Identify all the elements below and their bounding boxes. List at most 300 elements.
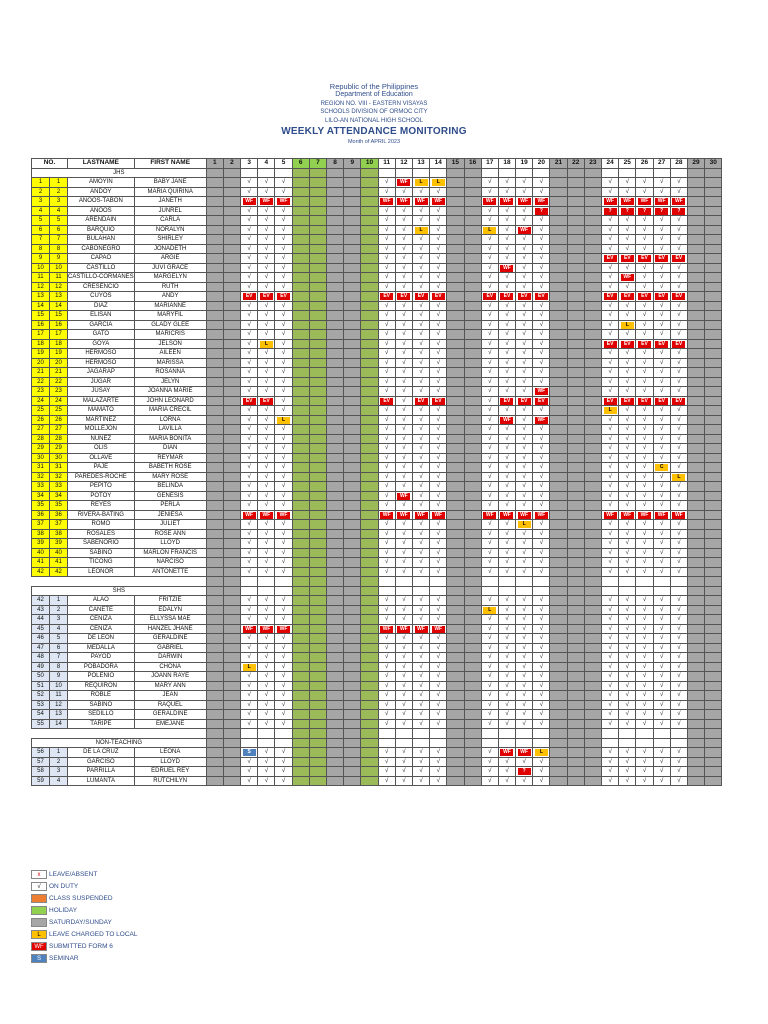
firstname-cell: LLOYD [134, 539, 206, 549]
day-cell: √ [636, 463, 653, 473]
day-cell [567, 235, 584, 245]
day-cell [498, 577, 515, 587]
day-cell: √ [533, 178, 550, 188]
day-cell: √ [378, 529, 395, 539]
day-cell: √ [498, 187, 515, 197]
day-cell [447, 330, 464, 340]
col-lastname: LASTNAME [68, 159, 135, 169]
mark-WF: WF [397, 512, 410, 519]
day-cell [258, 577, 275, 587]
day-cell: √ [516, 330, 533, 340]
lastname-cell: ARENDAIN [68, 216, 135, 226]
table-row [32, 244, 722, 254]
day-cell [344, 748, 361, 758]
day-cell: √ [498, 596, 515, 606]
day-cell [636, 254, 653, 264]
day-cell [584, 710, 601, 720]
lastname-cell: DE LA CRUZ [68, 748, 135, 758]
day-cell [447, 368, 464, 378]
day-cell [481, 605, 498, 615]
day-cell [687, 567, 704, 577]
day-cell: √ [533, 349, 550, 359]
day-cell [206, 548, 223, 558]
day-cell: √ [516, 776, 533, 786]
day-cell [275, 197, 292, 207]
day-cell [223, 254, 240, 264]
day-cell [481, 168, 498, 178]
day-cell [430, 396, 447, 406]
day-cell [447, 615, 464, 625]
day-cell [533, 292, 550, 302]
day-cell: √ [533, 339, 550, 349]
day-cell [309, 244, 326, 254]
row-section-number: 2 [50, 605, 68, 615]
day-cell [344, 358, 361, 368]
day-cell: √ [430, 320, 447, 330]
day-cell: √ [378, 653, 395, 663]
day-cell [206, 216, 223, 226]
day-cell [687, 282, 704, 292]
day-cell [602, 577, 619, 587]
day-cell [447, 710, 464, 720]
day-cell [687, 168, 704, 178]
day-cell [584, 776, 601, 786]
day-cell [636, 168, 653, 178]
day-cell: √ [516, 605, 533, 615]
day-cell: √ [619, 615, 636, 625]
row-number: 49 [32, 662, 50, 672]
day-cell [464, 187, 481, 197]
row-section-number: 29 [50, 444, 68, 454]
day-cell: √ [378, 710, 395, 720]
row-section-number: 17 [50, 330, 68, 340]
day-cell: √ [481, 216, 498, 226]
day-cell: √ [258, 406, 275, 416]
day-cell: √ [395, 767, 412, 777]
day-cell: √ [636, 216, 653, 226]
row-number: 52 [32, 691, 50, 701]
day-cell [636, 729, 653, 739]
day-cell [567, 453, 584, 463]
day-cell [327, 501, 344, 511]
day-cell [705, 415, 722, 425]
lastname-cell: POBADORA [68, 662, 135, 672]
day-cell [344, 168, 361, 178]
day-cell: √ [258, 434, 275, 444]
table-row [32, 748, 722, 758]
day-cell [687, 776, 704, 786]
row-section-number: 3 [50, 197, 68, 207]
day-cell [327, 757, 344, 767]
day-cell [584, 415, 601, 425]
day-cell: √ [619, 415, 636, 425]
day-cell [344, 349, 361, 359]
day-cell [584, 434, 601, 444]
day-cell: √ [430, 225, 447, 235]
day-cell: √ [275, 520, 292, 530]
day-cell [275, 738, 292, 748]
day-cell [206, 339, 223, 349]
day-cell: √ [258, 710, 275, 720]
day-cell: √ [430, 643, 447, 653]
row-section-number: 6 [50, 643, 68, 653]
mark-WF: WF [432, 198, 445, 205]
day-cell [533, 206, 550, 216]
day-cell: √ [516, 463, 533, 473]
day-cell: √ [258, 634, 275, 644]
day-cell [687, 681, 704, 691]
day-cell: √ [516, 548, 533, 558]
day-cell [567, 368, 584, 378]
day-cell: √ [516, 254, 533, 264]
day-cell: √ [653, 662, 670, 672]
day-cell [344, 729, 361, 739]
day-cell [327, 425, 344, 435]
day-cell [567, 168, 584, 178]
day-cell [361, 225, 378, 235]
day-cell: √ [378, 282, 395, 292]
day-cell: √ [619, 444, 636, 454]
day-cell: √ [619, 263, 636, 273]
day-cell [705, 387, 722, 397]
mark-WF: WF [638, 198, 651, 205]
firstname-cell: EMEJANE [134, 719, 206, 729]
day-cell [687, 558, 704, 568]
day-cell [206, 672, 223, 682]
day-cell [516, 292, 533, 302]
day-cell: √ [653, 377, 670, 387]
day-cell [687, 301, 704, 311]
day-cell: √ [412, 558, 429, 568]
day-cell: √ [636, 501, 653, 511]
day-cell: √ [498, 406, 515, 416]
day-cell [705, 463, 722, 473]
header-region: REGION NO. VIII - EASTERN VISAYAS [320, 100, 428, 107]
day-cell [206, 520, 223, 530]
day-cell: √ [395, 539, 412, 549]
day-cell: √ [412, 282, 429, 292]
legend-item [31, 868, 138, 880]
day-cell [309, 453, 326, 463]
day-cell: √ [481, 282, 498, 292]
day-cell: √ [481, 254, 498, 264]
day-cell: √ [533, 691, 550, 701]
day-cell [292, 577, 309, 587]
row-section-number: 27 [50, 425, 68, 435]
lastname-cell: ROMO [68, 520, 135, 530]
day-cell: √ [395, 453, 412, 463]
lastname-cell: TICONG [68, 558, 135, 568]
firstname-cell: MARGELYN [134, 273, 206, 283]
day-cell [687, 596, 704, 606]
day-cell [481, 577, 498, 587]
day-cell [327, 330, 344, 340]
day-cell [327, 615, 344, 625]
mark-WF: WF [535, 388, 548, 395]
firstname-cell: MARY ROSE [134, 472, 206, 482]
day-cell [344, 539, 361, 549]
day-cell [584, 482, 601, 492]
firstname-cell: MARYFIL [134, 311, 206, 321]
day-cell [447, 282, 464, 292]
mark-EV: EV [397, 293, 410, 300]
day-cell [447, 168, 464, 178]
day-cell [223, 624, 240, 634]
table-row [32, 187, 722, 197]
day-cell [653, 168, 670, 178]
lastname-cell: NUNEZ [68, 434, 135, 444]
day-cell [447, 757, 464, 767]
firstname-cell: LLOYD [134, 757, 206, 767]
day-cell: √ [636, 710, 653, 720]
day-cell [447, 453, 464, 463]
day-cell: √ [602, 710, 619, 720]
day-cell [223, 548, 240, 558]
day-cell [412, 396, 429, 406]
day-cell [705, 273, 722, 283]
lastname-cell: ROSALES [68, 529, 135, 539]
day-cell [464, 178, 481, 188]
day-cell: √ [602, 235, 619, 245]
table-row [32, 311, 722, 321]
day-cell [464, 757, 481, 767]
day-cell: √ [636, 662, 653, 672]
row-number: 18 [32, 339, 50, 349]
row-section-number: 23 [50, 387, 68, 397]
day-cell: √ [481, 757, 498, 767]
day-cell: √ [636, 767, 653, 777]
day-cell [292, 672, 309, 682]
day-cell [309, 643, 326, 653]
day-cell [223, 301, 240, 311]
day-cell: √ [498, 339, 515, 349]
day-cell [309, 368, 326, 378]
day-cell: √ [602, 301, 619, 311]
mark-L: L [483, 607, 496, 614]
day-cell [550, 767, 567, 777]
day-cell [275, 510, 292, 520]
day-cell [533, 415, 550, 425]
day-cell: √ [533, 301, 550, 311]
lastname-cell: AMOYIN [68, 178, 135, 188]
day-cell [309, 444, 326, 454]
firstname-cell: MARIA QUIRINA [134, 187, 206, 197]
mark-EV: EV [500, 293, 513, 300]
row-number: 58 [32, 767, 50, 777]
day-cell: √ [516, 653, 533, 663]
day-cell [447, 634, 464, 644]
day-cell [361, 235, 378, 245]
day-cell: √ [602, 453, 619, 463]
day-cell [223, 729, 240, 739]
section-spacer-row [32, 577, 722, 587]
day-cell [550, 453, 567, 463]
day-cell [344, 681, 361, 691]
day-cell [275, 415, 292, 425]
table-row [32, 662, 722, 672]
lastname-cell: CRESENCIO [68, 282, 135, 292]
firstname-cell: GENESIS [134, 491, 206, 501]
day-cell: √ [636, 491, 653, 501]
day-cell [292, 406, 309, 416]
day-cell [309, 339, 326, 349]
day-cell [206, 263, 223, 273]
day-cell [223, 520, 240, 530]
day-cell [378, 197, 395, 207]
day-cell: √ [395, 406, 412, 416]
table-row [32, 548, 722, 558]
day-cell [584, 301, 601, 311]
day-cell [550, 757, 567, 767]
day-cell [258, 197, 275, 207]
day-header-25: 25 [619, 159, 636, 169]
lastname-cell: BULAHAN [68, 235, 135, 245]
mark-WF: WF [483, 512, 496, 519]
day-cell [464, 377, 481, 387]
day-cell [275, 624, 292, 634]
day-cell [309, 624, 326, 634]
day-cell: √ [670, 415, 687, 425]
lastname-cell: GARCISO [68, 757, 135, 767]
day-cell [516, 510, 533, 520]
lastname-cell: PAREDES-ROCHE [68, 472, 135, 482]
firstname-cell: JULIET [134, 520, 206, 530]
day-cell: √ [378, 178, 395, 188]
table-row [32, 776, 722, 786]
day-cell [361, 197, 378, 207]
day-cell [206, 681, 223, 691]
day-cell: √ [670, 368, 687, 378]
day-cell: √ [481, 301, 498, 311]
day-cell [567, 767, 584, 777]
day-cell: √ [533, 491, 550, 501]
day-cell [447, 577, 464, 587]
day-cell: √ [412, 529, 429, 539]
day-cell: √ [498, 700, 515, 710]
row-number: 24 [32, 396, 50, 406]
row-number: 12 [32, 282, 50, 292]
day-cell [206, 425, 223, 435]
day-cell [481, 197, 498, 207]
day-cell [309, 672, 326, 682]
day-cell [361, 567, 378, 577]
day-cell [550, 738, 567, 748]
day-cell: √ [275, 634, 292, 644]
lastname-cell: CANETE [68, 605, 135, 615]
lastname-cell: PAJE [68, 463, 135, 473]
lastname-cell: ANDOY [68, 187, 135, 197]
day-cell: √ [275, 244, 292, 254]
day-cell: √ [498, 368, 515, 378]
day-cell: √ [602, 748, 619, 758]
mark-EV: EV [621, 293, 634, 300]
row-section-number: 6 [50, 225, 68, 235]
row-number: 35 [32, 501, 50, 511]
day-cell [361, 254, 378, 264]
day-cell [567, 320, 584, 330]
day-cell [447, 415, 464, 425]
day-cell: √ [636, 643, 653, 653]
day-cell [584, 358, 601, 368]
day-cell [516, 520, 533, 530]
day-cell [447, 653, 464, 663]
lastname-cell: CASTILLO [68, 263, 135, 273]
row-number: 41 [32, 558, 50, 568]
day-cell: √ [498, 273, 515, 283]
day-cell: √ [412, 358, 429, 368]
day-cell [292, 767, 309, 777]
day-cell [464, 339, 481, 349]
day-cell [687, 748, 704, 758]
day-cell [309, 691, 326, 701]
day-cell: √ [412, 206, 429, 216]
day-cell [687, 377, 704, 387]
day-cell [567, 729, 584, 739]
day-cell: √ [430, 634, 447, 644]
day-cell [292, 691, 309, 701]
day-cell: √ [636, 273, 653, 283]
day-cell [223, 482, 240, 492]
day-cell: √ [636, 425, 653, 435]
lastname-cell: GOYA [68, 339, 135, 349]
day-cell [309, 320, 326, 330]
day-cell: √ [653, 605, 670, 615]
day-cell [567, 301, 584, 311]
day-cell [687, 719, 704, 729]
day-cell: √ [241, 178, 258, 188]
day-cell: √ [670, 406, 687, 416]
day-cell [516, 729, 533, 739]
day-cell: √ [395, 482, 412, 492]
day-cell [309, 292, 326, 302]
day-cell [292, 358, 309, 368]
day-cell [567, 358, 584, 368]
day-cell [361, 301, 378, 311]
day-cell [361, 681, 378, 691]
day-cell [309, 491, 326, 501]
day-cell: √ [670, 387, 687, 397]
row-section-number: 19 [50, 349, 68, 359]
day-cell: √ [653, 643, 670, 653]
day-cell: √ [619, 425, 636, 435]
day-cell [464, 301, 481, 311]
day-cell [327, 339, 344, 349]
day-cell [705, 292, 722, 302]
day-cell: √ [412, 681, 429, 691]
day-cell: √ [481, 691, 498, 701]
mark-WF: WF [621, 198, 634, 205]
day-cell [361, 453, 378, 463]
day-cell: √ [395, 700, 412, 710]
day-cell [464, 244, 481, 254]
day-cell [327, 206, 344, 216]
lastname-cell: LEONOR [68, 567, 135, 577]
day-cell: √ [430, 776, 447, 786]
day-cell [705, 349, 722, 359]
day-cell: √ [481, 377, 498, 387]
row-number: 38 [32, 529, 50, 539]
day-cell: √ [412, 377, 429, 387]
day-cell: √ [241, 387, 258, 397]
day-cell [344, 368, 361, 378]
day-cell [223, 463, 240, 473]
day-cell [327, 482, 344, 492]
mark-S: S [243, 749, 256, 756]
day-cell [464, 368, 481, 378]
row-section-number: 18 [50, 339, 68, 349]
day-cell: √ [275, 605, 292, 615]
day-cell [292, 453, 309, 463]
